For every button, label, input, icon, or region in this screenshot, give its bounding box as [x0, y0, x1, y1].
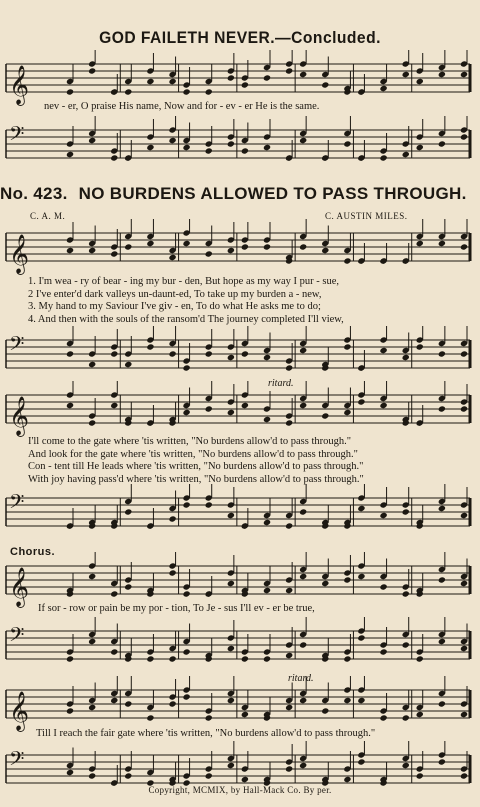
- note-head: [182, 648, 190, 655]
- note-head: [88, 247, 96, 254]
- note-head: [460, 71, 468, 78]
- note-head: [124, 700, 132, 707]
- note-head: [343, 776, 351, 783]
- note-head: [402, 641, 410, 648]
- note-head: [168, 515, 176, 522]
- verse-3-line-b: Con - tent till He leads where 'tis written, "No burdens allow'd to pass through.": [28, 461, 364, 472]
- note-head: [110, 648, 118, 655]
- note-head: [168, 78, 176, 85]
- note-head: [227, 247, 235, 254]
- note-head: [402, 354, 410, 361]
- note-head: [146, 714, 154, 721]
- previous-hymn-title: GOD FAILETH NEVER.—Concluded.: [99, 28, 381, 47]
- note-head: [227, 354, 235, 361]
- note-head: [285, 765, 293, 772]
- note-head: [460, 350, 468, 357]
- treble-clef-icon: 𝄞: [9, 65, 30, 105]
- staff-system-3-bass: [0, 484, 480, 550]
- note-head: [299, 71, 307, 78]
- note-head: [416, 655, 424, 662]
- note-head: [182, 501, 190, 508]
- note-head: [460, 512, 468, 519]
- note-head: [438, 758, 446, 765]
- note-head: [241, 147, 249, 154]
- note-head: [263, 354, 271, 361]
- note-head: [321, 247, 329, 254]
- note-head: [205, 772, 213, 779]
- note-head: [241, 776, 249, 783]
- note-head: [241, 402, 249, 409]
- note-head: [343, 655, 351, 662]
- note-head: [205, 714, 213, 721]
- note-head: [379, 402, 387, 409]
- staff-system-4-bass: [0, 617, 480, 683]
- note-head: [379, 512, 387, 519]
- note-head: [241, 711, 249, 718]
- hymn-number: No. 423.: [0, 184, 68, 203]
- treble-clef-icon: 𝄞: [9, 691, 30, 731]
- verse-1-line-a: 1. I'm wea - ry of bear - ing my bur - den, But hope as my way I pur - sue,: [28, 276, 339, 287]
- note-head: [299, 243, 307, 250]
- note-head: [227, 74, 235, 81]
- note-head: [205, 147, 213, 154]
- ritard-marking-2: ritard.: [288, 673, 314, 684]
- note-head: [299, 137, 307, 144]
- note-head: [227, 697, 235, 704]
- note-head: [416, 78, 424, 85]
- note-head: [343, 409, 351, 416]
- note-head: [438, 405, 446, 412]
- note-head: [285, 67, 293, 74]
- chorus-label: Chorus.: [10, 546, 56, 558]
- note-head: [124, 88, 132, 95]
- note-head: [66, 88, 74, 95]
- note-head: [182, 590, 190, 597]
- previous-hymn-lyric: nev - er, O praise His name, Now and for - ev - er He is the same.: [44, 101, 320, 112]
- hymn-title-line: [0, 184, 480, 204]
- verse-lyrics-b: [28, 436, 474, 486]
- note-head: [124, 243, 132, 250]
- note-head: [321, 580, 329, 587]
- note-head: [88, 361, 96, 368]
- note-head: [66, 402, 74, 409]
- note-head: [285, 587, 293, 594]
- note-head: [402, 714, 410, 721]
- note-head: [241, 243, 249, 250]
- bass-clef-icon: 𝄢: [9, 747, 25, 775]
- note-head: [182, 144, 190, 151]
- note-head: [146, 144, 154, 151]
- note-head: [343, 343, 351, 350]
- note-head: [88, 419, 96, 426]
- chorus-lyric-1: If sor - row or pain be my por - tion, To Je - sus I'll ev - er be true,: [38, 603, 315, 614]
- note-head: [343, 140, 351, 147]
- note-head: [205, 405, 213, 412]
- verse-4-line-b: With joy having pass'd where 'tis written, "No burdens allow'd to pass through.": [28, 473, 364, 485]
- treble-clef-icon: 𝄞: [9, 567, 30, 607]
- note-head: [182, 693, 190, 700]
- note-head: [379, 347, 387, 354]
- note-head: [299, 508, 307, 515]
- note-head: [460, 243, 468, 250]
- note-head: [299, 573, 307, 580]
- note-head: [402, 590, 410, 597]
- note-head: [168, 137, 176, 144]
- note-head: [66, 707, 74, 714]
- note-head: [146, 655, 154, 662]
- verse-lyrics-a: [28, 276, 474, 326]
- note-head: [402, 151, 410, 158]
- note-head: [205, 88, 213, 95]
- note-head: [402, 71, 410, 78]
- note-head: [416, 144, 424, 151]
- note-head: [438, 505, 446, 512]
- note-head: [66, 151, 74, 158]
- hymn-title: NO BURDENS ALLOWED TO PASS THROUGH.: [78, 184, 467, 203]
- note-head: [227, 645, 235, 652]
- note-head: [357, 505, 365, 512]
- note-head: [241, 655, 249, 662]
- note-head: [343, 576, 351, 583]
- note-head: [205, 250, 213, 257]
- note-head: [321, 81, 329, 88]
- note-head: [263, 519, 271, 526]
- note-head: [263, 144, 271, 151]
- note-head: [263, 416, 271, 423]
- note-head: [110, 154, 118, 161]
- verse-1-line-b: I'll come to the gate where 'tis written, "No burdens allow'd to pass through.": [28, 436, 352, 447]
- note-head: [357, 758, 365, 765]
- bass-clef-icon: 𝄢: [9, 490, 25, 518]
- note-head: [182, 240, 190, 247]
- note-head: [416, 343, 424, 350]
- note-head: [168, 700, 176, 707]
- note-head: [182, 88, 190, 95]
- note-head: [357, 573, 365, 580]
- note-head: [88, 137, 96, 144]
- note-head: [460, 772, 468, 779]
- note-head: [285, 364, 293, 371]
- note-head: [241, 350, 249, 357]
- note-head: [357, 398, 365, 405]
- note-head: [299, 402, 307, 409]
- note-head: [343, 697, 351, 704]
- note-head: [66, 350, 74, 357]
- note-head: [379, 648, 387, 655]
- treble-clef-icon: 𝄞: [9, 234, 30, 274]
- note-head: [110, 402, 118, 409]
- note-head: [416, 240, 424, 247]
- copyright-notice: Copyright, MCMIX, by Hall-Mack Co. By per.: [148, 785, 332, 795]
- note-head: [460, 405, 468, 412]
- note-head: [299, 762, 307, 769]
- note-head: [263, 74, 271, 81]
- note-head: [124, 361, 132, 368]
- note-head: [299, 697, 307, 704]
- note-head: [110, 697, 118, 704]
- note-head: [227, 140, 235, 147]
- note-head: [438, 140, 446, 147]
- treble-clef-icon: 𝄞: [9, 396, 30, 436]
- note-head: [438, 71, 446, 78]
- note-head: [88, 772, 96, 779]
- note-head: [379, 583, 387, 590]
- note-head: [321, 707, 329, 714]
- note-head: [321, 412, 329, 419]
- bass-clef-icon: 𝄢: [9, 332, 25, 360]
- note-head: [438, 700, 446, 707]
- note-head: [146, 78, 154, 85]
- note-head: [263, 243, 271, 250]
- note-head: [343, 257, 351, 264]
- staff-system-1-bass: [0, 116, 480, 182]
- note-head: [66, 247, 74, 254]
- note-head: [66, 655, 74, 662]
- note-head: [146, 343, 154, 350]
- composer-credit: C. AUSTIN MILES.: [325, 211, 408, 221]
- note-head: [124, 772, 132, 779]
- note-head: [438, 638, 446, 645]
- note-head: [124, 583, 132, 590]
- note-head: [205, 350, 213, 357]
- note-head: [285, 522, 293, 529]
- verse-2-line-a: 2 I've enter'd dark valleys un-daunt-ed, To take up my burden a - new,: [28, 288, 322, 300]
- note-head: [241, 81, 249, 88]
- note-head: [299, 347, 307, 354]
- note-head: [205, 501, 213, 508]
- note-head: [438, 576, 446, 583]
- note-head: [227, 580, 235, 587]
- note-head: [285, 652, 293, 659]
- note-head: [379, 714, 387, 721]
- note-head: [379, 85, 387, 92]
- chorus-lyric-2: Till I reach the fair gate where 'tis written, "No burdens allow'd to pass through.": [36, 728, 376, 739]
- note-head: [88, 573, 96, 580]
- note-head: [460, 580, 468, 587]
- ritard-marking-1: ritard.: [268, 378, 294, 389]
- note-head: [124, 508, 132, 515]
- note-head: [285, 419, 293, 426]
- note-head: [357, 634, 365, 641]
- note-head: [460, 133, 468, 140]
- staff-system-5-bass: [0, 741, 480, 807]
- note-head: [168, 254, 176, 261]
- note-head: [110, 250, 118, 257]
- note-head: [263, 587, 271, 594]
- note-head: [263, 655, 271, 662]
- note-head: [402, 762, 410, 769]
- note-head: [438, 350, 446, 357]
- note-head: [460, 711, 468, 718]
- note-head: [227, 762, 235, 769]
- note-head: [416, 711, 424, 718]
- note-head: [460, 645, 468, 652]
- note-head: [110, 590, 118, 597]
- bass-clef-icon: 𝄢: [9, 122, 25, 150]
- note-head: [285, 704, 293, 711]
- note-head: [438, 240, 446, 247]
- note-head: [416, 772, 424, 779]
- note-head: [299, 641, 307, 648]
- note-head: [66, 769, 74, 776]
- verse-4-line-a: 4. And then with the souls of the ransom'd The journey completed I'll view,: [28, 313, 344, 325]
- note-head: [182, 364, 190, 371]
- note-head: [227, 409, 235, 416]
- note-head: [88, 704, 96, 711]
- note-head: [88, 638, 96, 645]
- note-head: [88, 67, 96, 74]
- note-head: [168, 655, 176, 662]
- bass-clef-icon: 𝄢: [9, 623, 25, 651]
- lyricist-credit: C. A. M.: [30, 211, 66, 221]
- note-head: [168, 569, 176, 576]
- note-head: [110, 350, 118, 357]
- verse-3-line-a: 3. My hand to my Saviour I've giv - en, To do what He asks me to do;: [28, 301, 321, 312]
- verse-2-line-b: And look for the gate where 'tis written, "No burdens allow'd to pass through.": [28, 448, 358, 460]
- note-head: [146, 240, 154, 247]
- note-head: [379, 154, 387, 161]
- note-head: [168, 350, 176, 357]
- note-head: [402, 508, 410, 515]
- note-head: [357, 697, 365, 704]
- note-head: [227, 512, 235, 519]
- note-head: [182, 409, 190, 416]
